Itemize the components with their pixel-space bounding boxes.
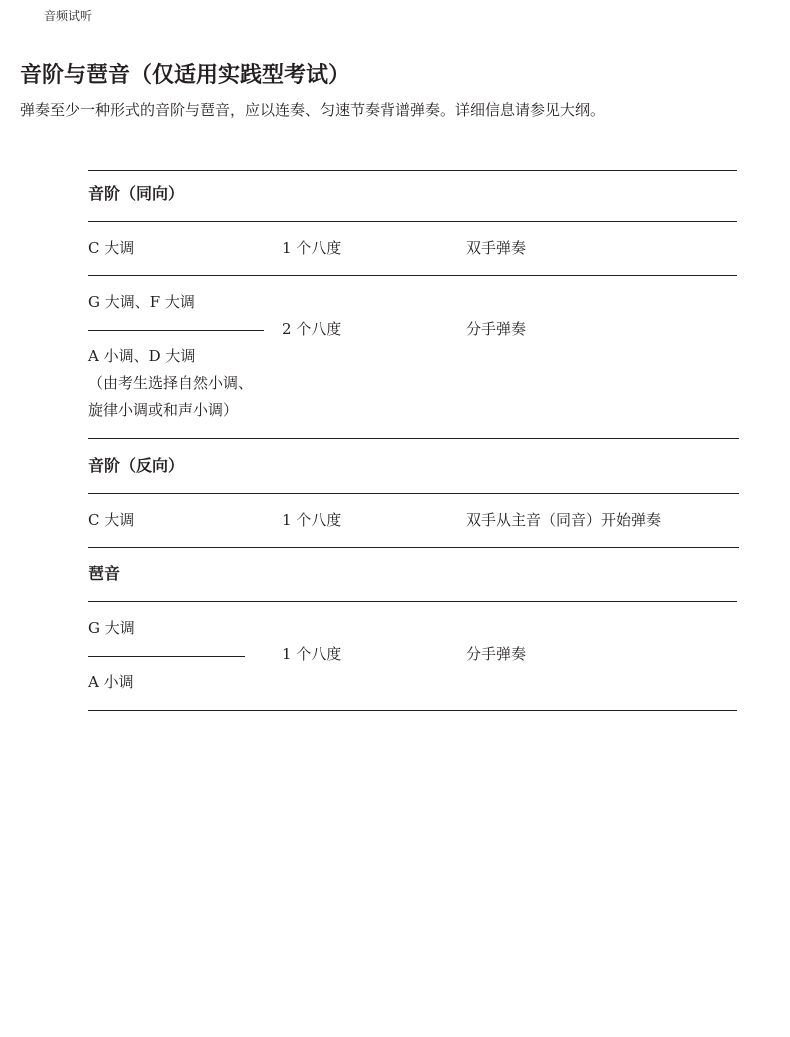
table-rule	[88, 438, 739, 439]
intro-text: 弹奏至少一种形式的音阶与琶音，应以连奏、匀速节奏背谱弹奏。详细信息请参见大纲。	[20, 101, 606, 119]
key-cell-minor: A 小调	[88, 673, 134, 691]
page-title: 音阶与琶音（仅适用实践型考试）	[20, 63, 351, 88]
octaves-cell: 1 个八度	[282, 511, 342, 529]
octaves-cell: 1 个八度	[282, 239, 342, 257]
section-heading-scales-contrary: 音阶（反向）	[88, 456, 185, 475]
hands-cell: 分手弹奏	[466, 320, 527, 338]
key-cell-major: G 大调、F 大调	[88, 293, 195, 311]
key-cell: C 大调	[88, 511, 135, 529]
audio-preview-label: 音频试听	[44, 9, 93, 23]
table-rule	[88, 221, 737, 222]
octaves-cell: 2 个八度	[282, 320, 342, 338]
table-rule	[88, 710, 737, 711]
hands-cell: 双手从主音（同音）开始弹奏	[466, 511, 662, 529]
minor-note-line: 旋律小调或和声小调）	[88, 401, 239, 419]
key-cell-major: G 大调	[88, 619, 135, 637]
table-rule	[88, 547, 739, 548]
hands-cell: 分手弹奏	[466, 645, 527, 663]
hands-cell: 双手弹奏	[466, 239, 527, 257]
cell-divider	[88, 330, 264, 331]
scales-arpeggios-table	[88, 0, 738, 1037]
cell-divider	[88, 656, 245, 657]
table-rule	[88, 170, 737, 171]
table-rule	[88, 601, 737, 602]
key-cell: C 大调	[88, 239, 135, 257]
minor-note-line: （由考生选择自然小调、	[88, 374, 254, 392]
key-cell-minor: A 小调、D 大调	[88, 347, 196, 365]
table-rule	[88, 493, 739, 494]
table-rule	[88, 275, 737, 276]
section-heading-scales-similar: 音阶（同向）	[88, 184, 185, 203]
section-heading-arpeggios: 琶音	[88, 564, 121, 583]
octaves-cell: 1 个八度	[282, 645, 342, 663]
